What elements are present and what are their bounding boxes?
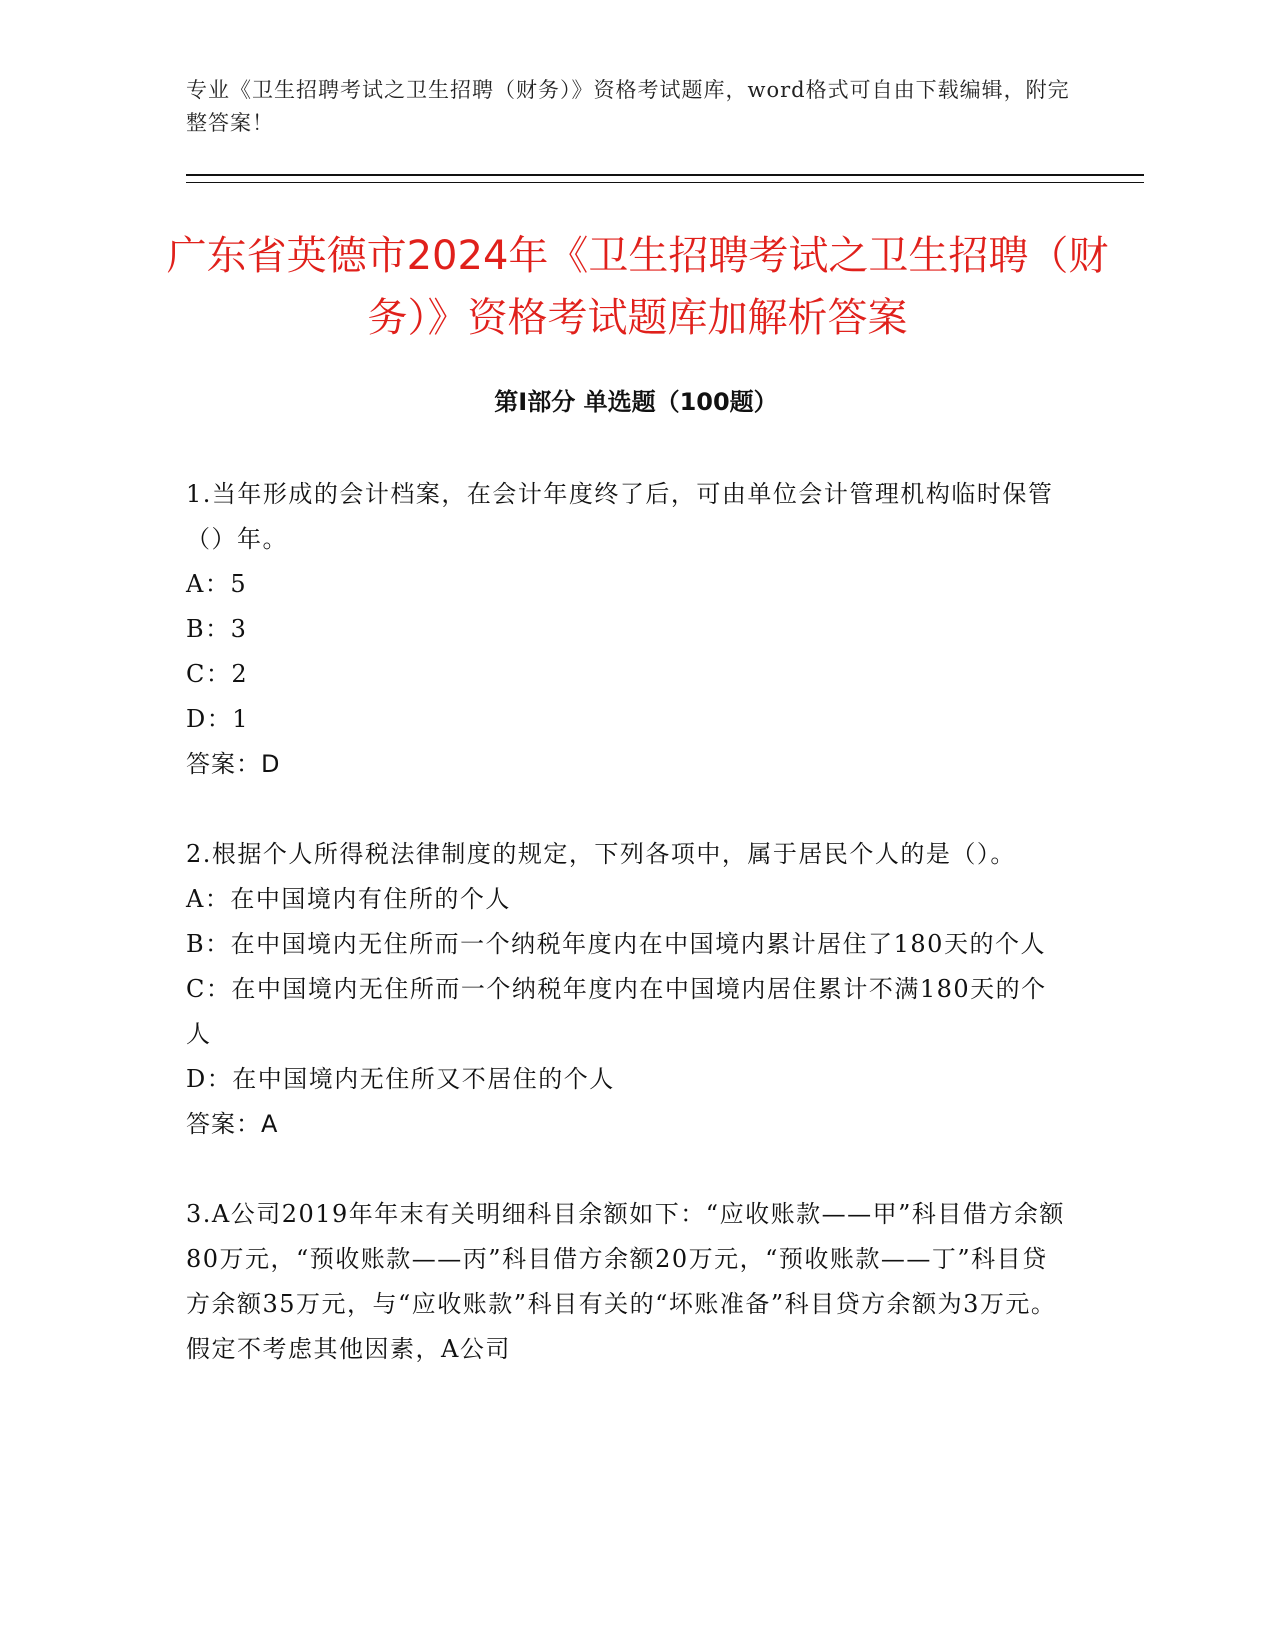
option-a: A：5 <box>186 570 248 598</box>
question-2 <box>186 832 1066 1147</box>
question-list <box>186 472 1066 1417</box>
answer: 答案：D <box>186 750 281 778</box>
question-3 <box>186 1192 1066 1372</box>
question-text: 2.根据个人所得税法律制度的规定，下列各项中，属于居民个人的是（）。 <box>186 840 1016 868</box>
option-c: C：在中国境内无住所而一个纳税年度内在中国境内居住累计不满180天的个人 <box>186 975 1047 1048</box>
option-b: B：在中国境内无住所而一个纳税年度内在中国境内累计居住了180天的个人 <box>186 930 1046 958</box>
answer: 答案：A <box>186 1110 279 1138</box>
option-d: D：在中国境内无住所又不居住的个人 <box>186 1065 615 1093</box>
option-c: C：2 <box>186 660 249 688</box>
document-title: 广东省英德市2024年《卫生招聘考试之卫生招聘（财务）》资格考试题库加解析答案 <box>166 233 1109 341</box>
section-heading: 第Ⅰ部分 单选题（100题） <box>494 388 778 416</box>
option-a: A：在中国境内有住所的个人 <box>186 885 511 913</box>
header-note: 专业《卫生招聘考试之卫生招聘（财务）》资格考试题库，word格式可自由下载编辑，附完整答案！ <box>186 78 1070 135</box>
option-d: D：1 <box>186 705 250 733</box>
header-divider <box>186 174 1144 183</box>
question-text: 1.当年形成的会计档案，在会计年度终了后，可由单位会计管理机构临时保管（）年。 <box>186 480 1054 553</box>
question-text: 3.A公司2019年年末有关明细科目余额如下：“应收账款——甲”科目借方余额80万元，“预收账款——丙”科目借方余额20万元，“预收账款——丁”科目贷方余额35万元，与“应收账款”科目有关的“坏账准备”科目贷方余额为3万元。假定不考虑其他因素，A公司 <box>186 1200 1065 1363</box>
option-b: B：3 <box>186 615 248 643</box>
question-1 <box>186 472 1066 787</box>
